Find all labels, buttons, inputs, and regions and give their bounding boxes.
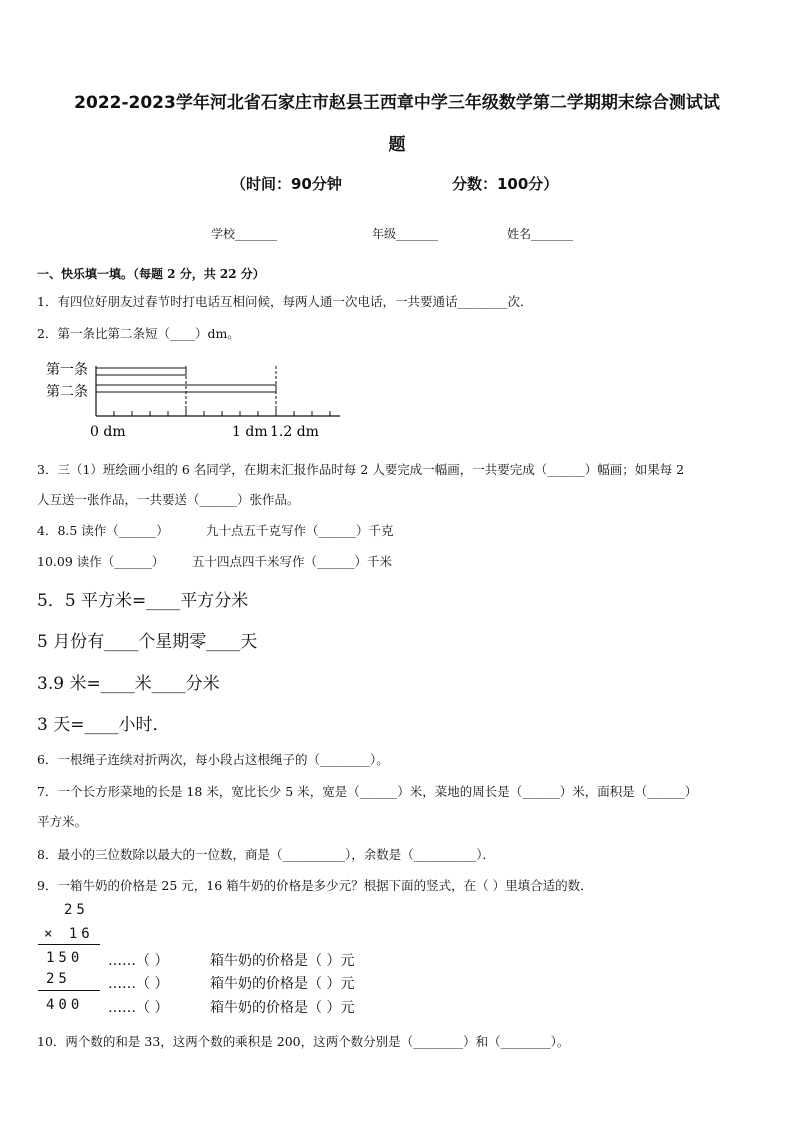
calc-desc-2: 箱牛奶的价格是（ ）元 <box>210 976 355 992</box>
question-8: 8．最小的三位数除以最大的一位数，商是（__________），余数是（__________）． <box>37 847 495 862</box>
tick-label-12: 1.2 dm <box>270 424 319 440</box>
question-6: 6．一根绳子连续对折两次，每小段占这根绳子的（________）。 <box>37 752 389 767</box>
calc-rule-2 <box>38 990 100 991</box>
question-3-line1: 3．三（1）班绘画小组的 6 名同学，在期末汇报作品时每 2 人要完成一幅画，一共要完成（______）幅画；如果每 2 <box>37 462 685 477</box>
question-4-a1: 4．8.5 读作（______） <box>37 523 169 538</box>
school-field: 学校_______ <box>211 227 278 241</box>
page-title: 2022-2023学年河北省石家庄市赵县王西章中学三年级数学第二学期期末综合测试试 <box>74 93 720 113</box>
calc-row1: 150 <box>46 950 84 966</box>
line-diagram <box>40 356 340 444</box>
calc-dots-2: ……（ ） <box>108 976 169 992</box>
question-7-line2: 平方米。 <box>37 814 88 829</box>
question-2: 2．第一条比第二条短（____）dm。 <box>37 326 240 341</box>
exam-time: （时间：90分钟 <box>231 175 342 193</box>
calc-desc-3: 箱牛奶的价格是（ ）元 <box>210 1000 355 1016</box>
question-4-a2: 九十点五千克写作（______）千克 <box>206 523 394 538</box>
calc-row2: 25 <box>46 971 71 987</box>
tick-label-0: 0 dm <box>90 424 126 440</box>
grade-field: 年级_______ <box>372 227 439 241</box>
axis-ticks <box>96 408 330 416</box>
question-5a: 5．5 平方米=____平方分米 <box>37 591 249 611</box>
calc-multiplier: × 16 <box>44 926 94 942</box>
calc-result: 400 <box>46 997 84 1013</box>
question-5b: 5 月份有____个星期零____天 <box>37 632 258 652</box>
question-7-line1: 7．一个长方形菜地的长是 18 米，宽比长少 5 米，宽是（______）米，菜地的周长是（______）米，面积是（______） <box>37 784 698 799</box>
calc-dots-3: ……（ ） <box>108 1000 169 1016</box>
question-9: 9．一箱牛奶的价格是 25 元，16 箱牛奶的价格是多少元？根据下面的竖式，在（ ）里填合适的数． <box>37 878 593 893</box>
calc-desc-1: 箱牛奶的价格是（ ）元 <box>210 953 355 969</box>
question-5c: 3.9 米=____米____分米 <box>37 674 220 694</box>
question-3-line2: 人互送一张作品，一共要送（______）张作品。 <box>37 492 300 507</box>
question-4-b1: 10.09 读作（______） <box>37 554 165 569</box>
calc-rule-1 <box>38 944 100 945</box>
section-heading: 一、快乐填一填。（每题 2 分，共 22 分） <box>37 267 265 281</box>
question-4-b2: 五十四点四千米写作（______）千米 <box>192 554 393 569</box>
calc-top: 25 <box>64 902 89 918</box>
line1-label: 第一条 <box>46 362 88 378</box>
page-title-cont: 题 <box>388 135 406 155</box>
line1-bar <box>96 368 186 375</box>
question-10: 10．两个数的和是 33，这两个数的乘积是 200，这两个数分别是（________）和（________）。 <box>37 1034 570 1049</box>
question-1: 1．有四位好朋友过春节时打电话互相问候，每两人通一次电话，一共要通话________次． <box>37 294 533 309</box>
exam-score: 分数：100分） <box>452 175 559 193</box>
name-field: 姓名_______ <box>507 227 574 241</box>
line2-label: 第二条 <box>46 384 88 400</box>
question-5d: 3 天=____小时． <box>37 715 170 735</box>
tick-label-1: 1 dm <box>232 424 268 440</box>
calc-dots-1: ……（ ） <box>108 953 169 969</box>
